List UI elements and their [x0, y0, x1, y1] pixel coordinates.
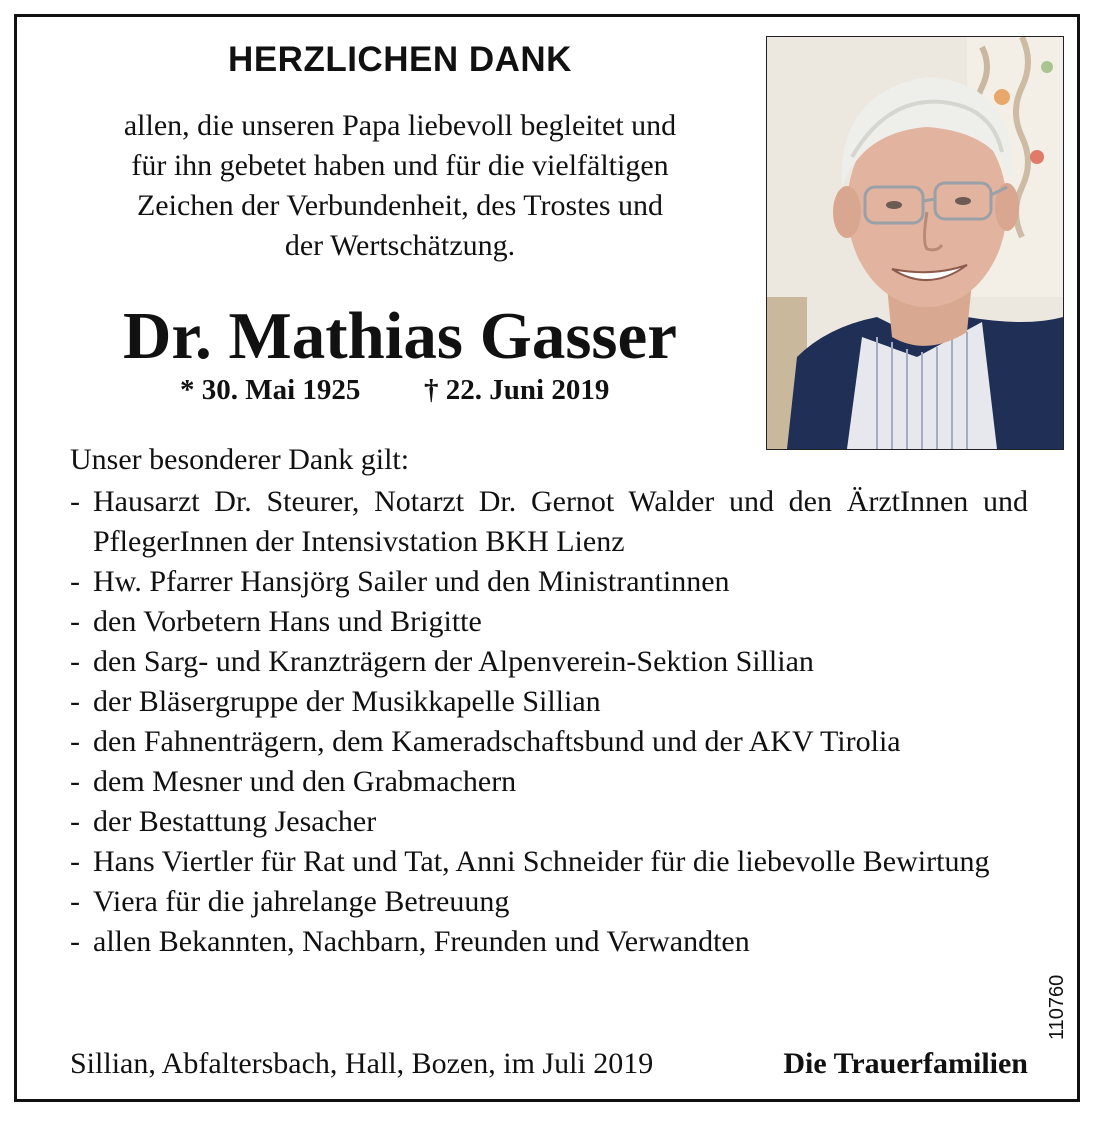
list-item-text: Viera für die jahrelange Betreuung: [93, 885, 510, 918]
list-bullet: -: [70, 765, 80, 798]
place-date: Sillian, Abfaltersbach, Hall, Bozen, im Juli 2019: [70, 1047, 654, 1080]
list-item: [70, 802, 1028, 842]
list-item-text: allen Bekannten, Nachbarn, Freunden und Verwandten: [93, 925, 750, 958]
portrait-photo: [766, 36, 1064, 450]
list-item: [70, 762, 1028, 802]
list-bullet: -: [70, 725, 80, 758]
list-bullet: -: [70, 645, 80, 678]
list-bullet: -: [70, 565, 80, 598]
header-title: HERZLICHEN DANK: [228, 40, 572, 79]
list-item-text: den Vorbetern Hans und Brigitte: [93, 605, 482, 638]
intro-line: der Wertschätzung.: [284, 229, 516, 262]
list-bullet: -: [70, 925, 80, 958]
list-item: [70, 602, 1028, 642]
list-item-text: der Bestattung Jesacher: [93, 805, 377, 838]
list-bullet: -: [70, 885, 80, 918]
list-bullet: -: [70, 605, 80, 638]
deceased-name: Dr. Mathias Gasser: [123, 299, 677, 373]
list-item-text: den Sarg- und Kranzträgern der Alpenverein-Sektion Sillian: [93, 645, 814, 678]
list-bullet: -: [70, 485, 80, 518]
list-item: [70, 842, 1028, 882]
birth-date: * 30. Mai 1925: [180, 374, 361, 406]
list-item: [70, 682, 1028, 722]
list-item: [70, 922, 1028, 962]
intro-line: Zeichen der Verbundenheit, des Trostes und: [136, 189, 664, 222]
list-bullet: -: [70, 845, 80, 878]
thanks-list: [70, 482, 1028, 962]
list-item-text: Hw. Pfarrer Hansjörg Sailer und den Ministrantinnen: [93, 565, 730, 598]
list-item-text: der Bläsergruppe der Musikkapelle Sillian: [93, 685, 601, 718]
list-item-text: den Fahnenträgern, dem Kameradschaftsbund und der AKV Tirolia: [93, 725, 901, 758]
intro-text: [60, 106, 740, 266]
list-item-text: Hausarzt Dr. Steurer, Notarzt Dr. Gernot Walder und den ÄrztInnen und PflegerInnen der Intensivstation BKH Lienz: [93, 485, 1028, 558]
list-item: [70, 482, 1028, 562]
list-item: [70, 722, 1028, 762]
thanks-title: Unser besonderer Dank gilt:: [70, 443, 410, 476]
list-bullet: -: [70, 685, 80, 718]
list-item-text: dem Mesner und den Grabmachern: [93, 765, 517, 798]
list-item: [70, 882, 1028, 922]
death-date: † 22. Juni 2019: [424, 374, 610, 406]
list-item: [70, 642, 1028, 682]
ad-code: 110760: [1046, 974, 1068, 1040]
intro-line: allen, die unseren Papa liebevoll begleitet und: [123, 109, 677, 142]
list-item: [70, 562, 1028, 602]
signature: Die Trauerfamilien: [783, 1047, 1028, 1080]
intro-line: für ihn gebetet haben und für die vielfältigen: [131, 149, 669, 182]
list-item-text: Hans Viertler für Rat und Tat, Anni Schneider für die liebevolle Bewirtung: [93, 845, 990, 878]
list-bullet: -: [70, 805, 80, 838]
portrait-illustration: [767, 37, 1063, 449]
